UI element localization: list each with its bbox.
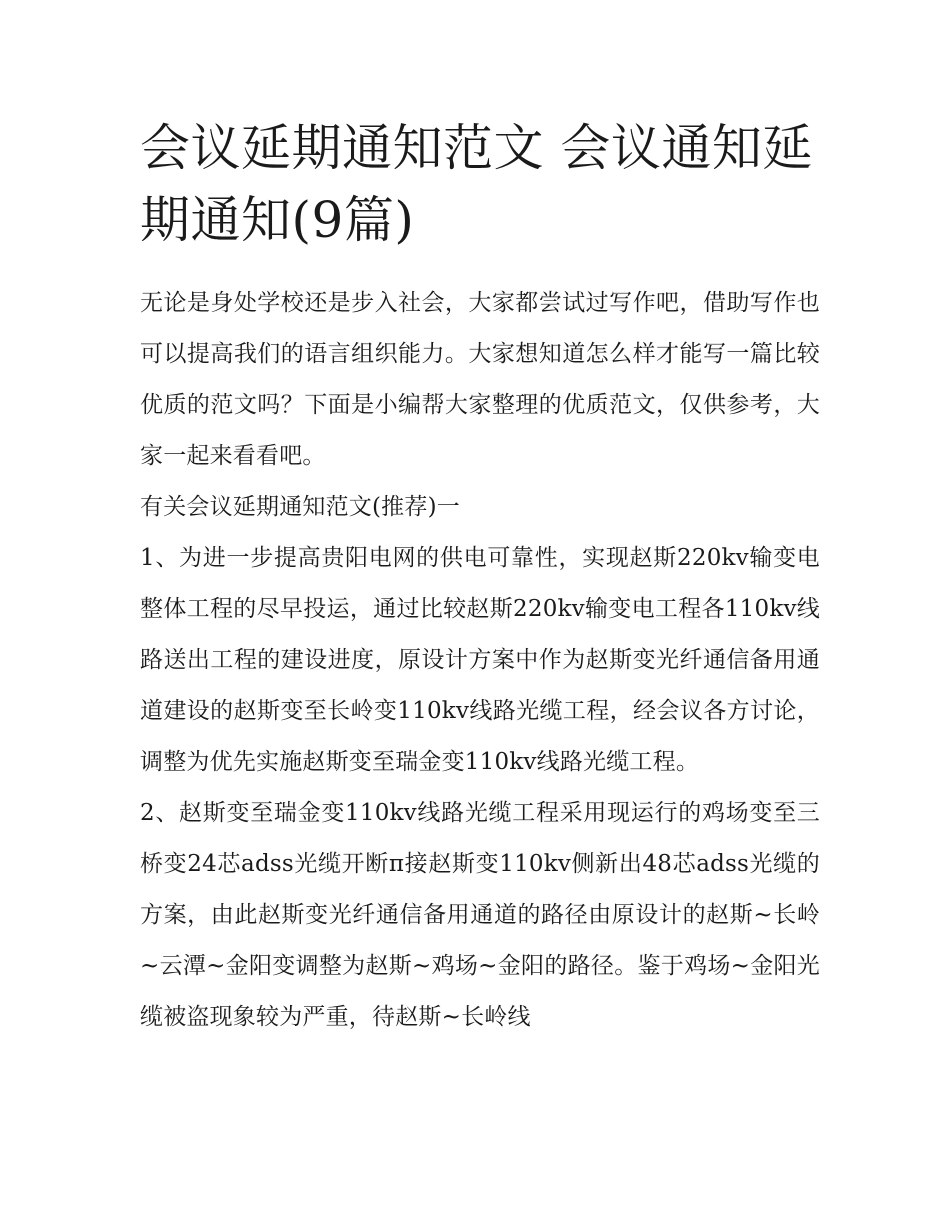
intro-paragraph: 无论是身处学校还是步入社会，大家都尝试过写作吧，借助写作也可以提高我们的语言组织能力。大家想知道怎么样才能写一篇比较优质的范文吗？下面是小编帮大家整理的优质范文，仅供参考，大家一起来看看吧。 (140, 290, 820, 469)
item-1-paragraph: 1、为进一步提高贵阳电网的供电可靠性，实现赵斯220kv输变电整体工程的尽早投运，通过比较赵斯220kv输变电工程各110kv线路送出工程的建设进度，原设计方案中作为赵斯变光纤通信备用通道建设的赵斯变至长岭变110kv线路光缆工程，经会议各方讨论，调整为优先实施赵斯变至瑞金变110kv线路光缆工程。 (140, 545, 820, 775)
item-2-paragraph: 2、赵斯变至瑞金变110kv线路光缆工程采用现运行的鸡场变至三桥变24芯adss光缆开断π接赵斯变110kv侧新出48芯adss光缆的方案，由此赵斯变光纤通信备用通道的路径由原设计的赵斯~长岭~云潭~金阳变调整为赵斯~鸡场~金阳的路径。鉴于鸡场~金阳光缆被盗现象较为严重，待赵斯~长岭线 (140, 800, 820, 1030)
section-heading: 有关会议延期通知范文(推荐)一 (140, 494, 460, 520)
document-title: 会议延期通知范文 会议通知延期通知(9篇) (140, 119, 813, 249)
document-page (140, 112, 820, 1043)
